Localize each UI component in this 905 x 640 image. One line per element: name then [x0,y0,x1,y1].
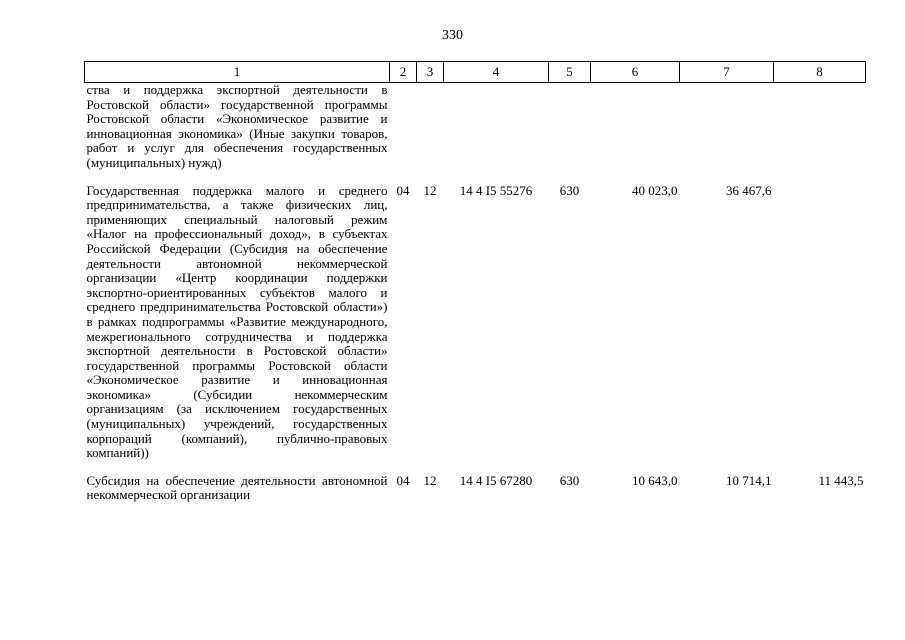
header-col-7: 7 [680,62,774,83]
row-target-article: 14 4 I5 67280 [459,472,533,488]
table-row [85,83,866,171]
header-col-5: 5 [549,62,591,83]
row-subsection: 12 [423,472,437,488]
header-col-2: 2 [390,62,417,83]
table-header-row [85,62,866,83]
row-expense-type [549,83,591,171]
row-amount-year1 [591,83,680,171]
row-expense-type: 630 [559,472,580,488]
header-col-1: 1 [85,62,390,83]
row-amount-year3: 11 443,5 [818,472,864,488]
row-description: ства и поддержка экспортной деятельности в Ростовской области» государственной программы Ростовской области «Экономическое развитие и инновационная экономика» (Иные закупки товаров, работ и услуг для обеспечения государственных (муниципальных) нужд) [86,82,388,170]
row-subsection: 12 [423,182,437,198]
row-section [390,83,417,171]
header-col-8: 8 [774,62,866,83]
row-spacer [85,461,866,473]
row-description: Субсидия на обеспечение деятельности автономной некоммерческой организации [86,472,388,503]
row-target-article: 14 4 I5 55276 [459,182,533,198]
table-row [85,183,866,461]
row-section: 04 [396,182,410,198]
row-target-article [444,83,549,171]
row-spacer [85,171,866,183]
header-col-3: 3 [417,62,444,83]
row-description: Государственная поддержка малого и среднего предпринимательства, а также физических лиц, применяющих специальный налоговый режим «Налог на профессиональный доход», в субъектах Российской Федерации (Субсидия на обеспечение деятельности автономной некоммерческой организации «Центр координации поддержки экспортно-ориентированных субъектов малого и среднего предпринимательства Ростовской области») в рамках подпрограммы «Развитие международного, межрегионального сотрудничества и поддержка экспортной деятельности в Ростовской области» государственной программы Ростовской области «Экономическое развитие и инновационная экономика» (Субсидии некоммерческим организациям (за исключением государственных (муниципальных) учреждений, государственных корпораций (компаний), публично-правовых компаний)) [86,182,388,461]
row-expense-type: 630 [559,182,580,198]
header-col-4: 4 [444,62,549,83]
row-amount-year3 [774,83,866,171]
row-amount-year2 [680,83,774,171]
header-col-6: 6 [591,62,680,83]
row-amount-year2: 10 714,1 [726,472,772,488]
row-amount-year1: 40 023,0 [632,182,678,198]
row-amount-year1: 10 643,0 [632,472,678,488]
row-amount-year3 [774,183,866,461]
row-amount-year2: 36 467,6 [726,182,772,198]
page-number: 330 [442,28,463,43]
table-row [85,473,866,503]
row-subsection [417,83,444,171]
row-section: 04 [396,472,410,488]
budget-table [84,61,866,503]
